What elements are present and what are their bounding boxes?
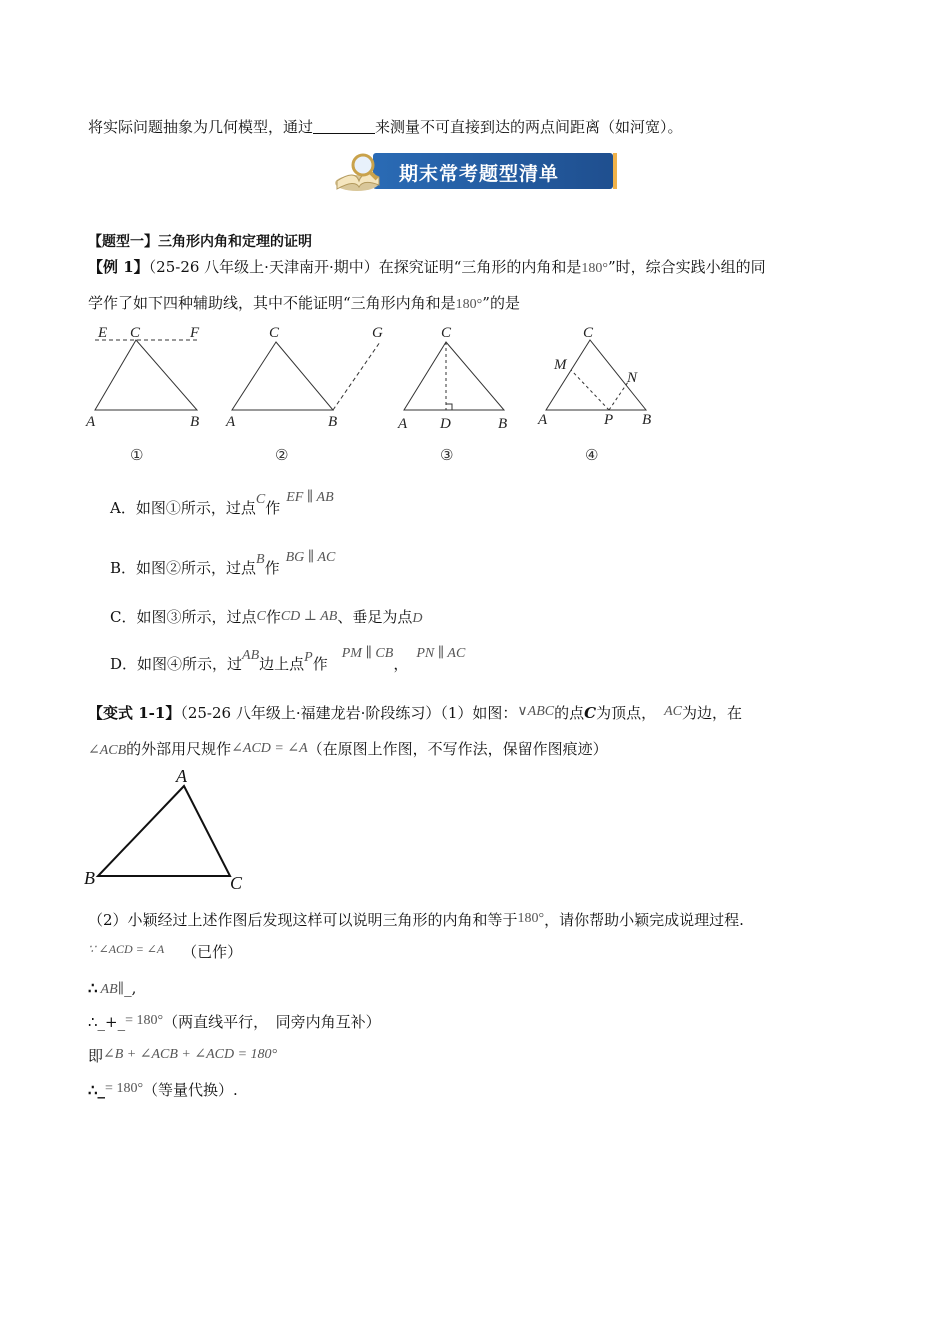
right-angle-mark (446, 404, 452, 410)
example-text: ”的是 (482, 294, 520, 312)
point-label: B (498, 416, 508, 432)
line-pm (571, 370, 609, 410)
math-expression: PN ∥ AC (416, 646, 466, 661)
banner-title: 期末常考题型清单 (399, 163, 560, 185)
math-expression: ∨ABC (517, 704, 555, 719)
point-label: C (230, 873, 243, 893)
variant-text: 的点 (554, 704, 585, 722)
variant-figure (80, 762, 260, 894)
intro-line (88, 117, 683, 137)
variant-source: （25-26 八年级上·福建龙岩·阶段练习）（1）如图： (180, 704, 518, 722)
math-point: C (584, 704, 597, 722)
point-label: B (190, 414, 200, 430)
figure-1 (85, 325, 200, 464)
point-label: A (176, 766, 187, 786)
option-text: 、垂足为点 (337, 608, 413, 626)
point-label: A (538, 412, 548, 428)
variant-text: 的外部用尺规作 (126, 740, 232, 758)
math-expression: ∠B + ∠ACB + ∠ACD = 180° (103, 1047, 278, 1062)
point-label: B (642, 412, 652, 428)
fill-in-blank (313, 119, 375, 134)
degree-value: 180° (455, 297, 483, 312)
figure-number: ③ (440, 446, 454, 464)
math-expression: CD ⊥ AB (280, 609, 338, 624)
point-label: F (190, 325, 200, 341)
math-point: P (304, 650, 313, 665)
section-banner (333, 147, 618, 197)
example1-line1 (88, 257, 766, 279)
option-c (110, 607, 422, 629)
option-text: ， (393, 655, 409, 673)
point-label: A (226, 414, 236, 430)
point-label: C (441, 325, 452, 341)
option-verb: 作 (264, 559, 280, 577)
point-label: C (269, 325, 280, 341)
math-expression: BG ∥ AC (285, 550, 336, 565)
variant-text: 为边，在 (682, 704, 743, 722)
proof-step-1 (88, 942, 242, 963)
example-text: 学作了如下四种辅助线，其中不能证明“三角形内角和是 (88, 294, 456, 312)
math-segment: AC (664, 704, 682, 719)
variant-line2 (88, 739, 608, 761)
math-expression: AB∥ (100, 982, 125, 997)
point-label: D (440, 416, 451, 432)
point-label: C (583, 325, 594, 341)
section-title: 【题型一】三角形内角和定理的证明 (88, 234, 312, 250)
math-expression: ∵ ∠ACD = ∠A (88, 942, 165, 956)
math-point: B (256, 552, 265, 567)
variant-line1 (88, 703, 742, 725)
example-text: ”时，综合实践小组的同 (608, 258, 766, 276)
proof-step-3 (88, 1012, 381, 1034)
math-segment: AB (242, 648, 260, 663)
math-expression: = 180° (125, 1013, 164, 1028)
point-label: C (130, 325, 141, 341)
math-expression: ∠ACD = ∠A (231, 741, 308, 756)
proof-step-4 (88, 1046, 277, 1068)
proof-text: 即 (88, 1047, 104, 1065)
answer-blank: ∴_ (88, 1081, 106, 1099)
triangle-abc (98, 786, 230, 876)
answer-blank: ∴_+_ (88, 1013, 126, 1031)
figures-row (80, 320, 680, 470)
variant-text: 为顶点， (596, 704, 657, 722)
option-text: A．如图①所示，过点 (110, 499, 256, 517)
option-text: C．如图③所示，过点 (110, 608, 257, 626)
option-a (110, 490, 334, 520)
part2-text: ，请你帮助小颖完成说理过程. (544, 911, 744, 929)
example-tag: 【例 1】 (88, 258, 149, 276)
answer-blank: _, (124, 979, 137, 997)
point-label: A (86, 414, 96, 430)
proof-note: （两直线平行， 同旁内角互补） (163, 1013, 381, 1031)
option-d (110, 646, 466, 676)
triangle-abc (404, 342, 504, 410)
intro-text-after: 来测量不可直接到达的两点间距离（如河宽）。 (375, 118, 683, 136)
therefore-symbol: ∴ (88, 979, 98, 997)
point-label: M (554, 357, 567, 373)
proof-step-2 (88, 978, 136, 1000)
intro-text-before: 将实际问题抽象为几何模型，通过 (88, 118, 314, 136)
option-verb: 作 (265, 608, 281, 626)
option-text: B．如图②所示，过点 (110, 559, 257, 577)
part2-line (88, 910, 744, 932)
proof-note: （已作） (182, 943, 243, 961)
variant-text: （在原图上作图，不写作法，保留作图痕迹） (307, 740, 608, 758)
point-label: N (627, 370, 638, 386)
figure-number: ① (130, 446, 144, 464)
variant-tag: 【变式 1-1】 (88, 704, 181, 722)
example-source: （25-26 八年级上·天津南开·期中）在探究证明“三角形的内角和是 (148, 258, 582, 276)
proof-step-5 (88, 1080, 238, 1102)
math-point: C (256, 609, 266, 624)
point-label: B (328, 414, 338, 430)
figure-3 (397, 325, 507, 464)
book-magnifier-icon (335, 155, 379, 191)
proof-note: （等量代换）. (143, 1081, 238, 1099)
point-label: E (98, 325, 108, 341)
point-label: A (398, 416, 408, 432)
option-b (110, 550, 336, 580)
line-bg (333, 342, 380, 410)
math-point: C (255, 492, 266, 507)
line-pn (609, 382, 628, 410)
math-expression: = 180° (105, 1081, 144, 1096)
point-label: B (84, 868, 95, 888)
example1-line2 (88, 293, 520, 315)
figure-4 (537, 325, 651, 464)
math-point: D (412, 611, 423, 626)
degree-value: 180° (581, 261, 608, 276)
triangle-abc (232, 342, 333, 410)
figure-number: ② (275, 446, 289, 464)
option-text: D．如图④所示，过 (110, 655, 243, 673)
degree-value: 180° (517, 911, 545, 926)
option-verb: 作 (312, 655, 328, 673)
option-text: 边上点 (259, 655, 305, 673)
math-expression: EF ∥ AB (286, 490, 334, 505)
math-expression: ∠ACB (88, 743, 127, 758)
figure-2 (225, 325, 383, 464)
option-verb: 作 (265, 499, 281, 517)
point-label: P (604, 412, 614, 428)
triangle-abc (95, 340, 197, 410)
math-expression: PM ∥ CB (341, 646, 394, 661)
point-label: G (372, 325, 383, 341)
part2-text: （2）小颖经过上述作图后发现这样可以说明三角形的内角和等于 (88, 911, 518, 929)
figure-number: ④ (585, 446, 599, 464)
